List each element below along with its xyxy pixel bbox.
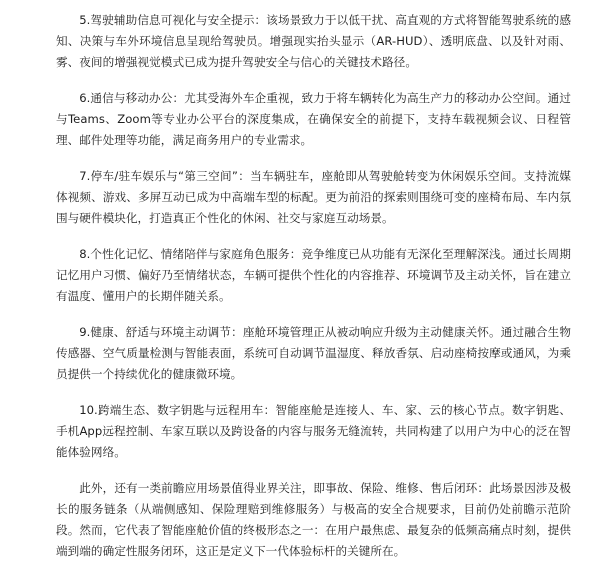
paragraph-7-parking-entertainment: 7.停车/驻车娱乐与“第三空间”：当车辆驻车，座舱即从驾驶舱转变为休闲娱乐空间。支持流媒体视频、游戏、多屏互动已成为中高端车型的标配。更为前沿的探索则围绕可变的座椅布局、车内氛围与硬件模块化，打造真正个性化的休闲、社交与家庭互动场景。 <box>56 169 571 225</box>
paragraph-6-mobile-office: 6.通信与移动办公：尤其受海外车企重视，致力于将车辆转化为高生产力的移动办公空间。通过与Teams、Zoom等专业办公平台的深度集成，在确保安全的前提下，支持车载视频会议、日程管理、邮件处理等功能，满足商务用户的专业需求。 <box>56 91 571 147</box>
paragraph-additional-scenario: 此外，还有一类前瞻应用场景值得业界关注，即事故、保险、维修、售后闭环：此场景因涉及极长的服务链条（从端侧感知、保险理赔到维修服务）与极高的安全合规要求，目前仍处前瞻示范阶段。然而，它代表了智能座舱价值的终极形态之一：在用户最焦虑、最复杂的低频高痛点时刻，提供端到端的确定性服务闭环，这正是定义下一代体验标杆的关键所在。 <box>56 481 571 558</box>
paragraph-8-personalization: 8.个性化记忆、情绪陪伴与家庭角色服务：竞争维度已从功能有无深化至理解深浅。通过长周期记忆用户习惯、偏好乃至情绪状态，车辆可提供个性化的内容推荐、环境调节及主动关怀，旨在建立有温度、懂用户的长期伴随关系。 <box>56 247 571 303</box>
paragraph-9-health-comfort: 9.健康、舒适与环境主动调节：座舱环境管理正从被动响应升级为主动健康关怀。通过融合生物传感器、空气质量检测与智能表面，系统可自动调节温湿度、释放香氛、启动座椅按摩或通风，为乘员提供一个持续优化的健康微环境。 <box>56 325 571 381</box>
paragraph-5-driving-assist: 5.驾驶辅助信息可视化与安全提示：该场景致力于以低干扰、高直观的方式将智能驾驶系统的感知、决策与车外环境信息呈现给驾驶员。增强现实抬头显示（AR-HUD）、透明底盘、以及针对雨、雾、夜间的增强视觉模式已成为提升驾驶安全与信心的关键技术路径。 <box>56 13 571 69</box>
paragraph-10-cross-device: 10.跨端生态、数字钥匙与远程用车：智能座舱是连接人、车、家、云的核心节点。数字钥匙、手机App远程控制、车家互联以及跨设备的内容与服务无缝流转，共同构建了以用户为中心的泛在智能体验网络。 <box>56 403 571 459</box>
